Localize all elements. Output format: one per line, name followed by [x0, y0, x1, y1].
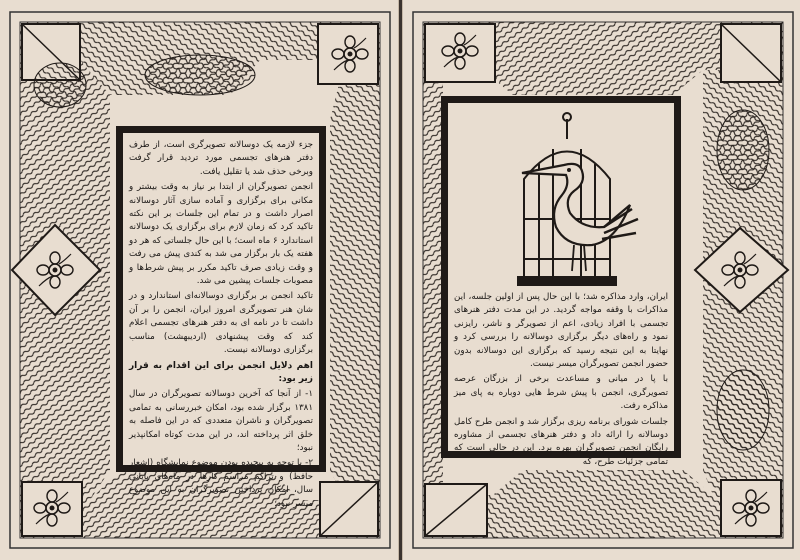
left-text-panel [116, 126, 326, 509]
left-paragraph-2: انجمن تصویرگران از ابتدا بر نیاز به وقت بیشتر و مکانی برای برگزاری و آماده سازی آثار دوسالانه اصرار داشت و در تمام این جلسات بر این نکته تاکید کرد که زمان لازم برای برگزاری یک دوسالانه استاندارد ۶ ماه است؛ با این حال جلساتی که هر دو هفته یک بار برگزار می شد به کندی پیش می رفت و وقت زیادی صرف تاکید مکرر بر پیش شرط‌ها و مصوبات جلسات پیشین می شد. [129, 182, 313, 287]
heron-in-birdcage-icon [454, 109, 680, 287]
left-text-block [129, 139, 313, 509]
left-paragraph-3: تاکید انجمن بر برگزاری دوسالانه‌ای استاندارد و در شان هنر تصویرگری امروز ایران، انجمن را بر آن داشت تا در نامه ای به دفتر هنرهای تجسمی اعلام کند که وقت پیشنهادی (اردیبهشت) مناسب برگزاری دوسالانه نیست. [129, 291, 313, 356]
right-text-panel [441, 96, 681, 467]
left-page [0, 0, 399, 560]
right-paragraph-3: جلسات شورای برنامه ریزی برگزار شد و انجمن طرح کامل دوسالانه را ارائه داد و دفتر هنرهای تجسمی از مشاوره رایگان انجمن تصویرگران بهره برد. این در حالی است که تمامی جزئیات طرح، که [454, 416, 668, 467]
left-section-heading: اهم دلایل انجمن برای این اقدام به قرار زیر بود: [129, 360, 313, 384]
right-panel-content [454, 109, 668, 467]
left-paragraph-1: جزء لازمه یک دوسالانه تصویرگری است، از طرف دفتر هنرهای تجسمی مورد تردید قرار گرفت وبرخی حذف شد یا تقلیل یافت. [129, 140, 313, 177]
right-text-block [454, 291, 668, 471]
left-list-item-1: ۱- از آنجا که آخرین دوسالانه تصویرگران در سال ۱۳۸۱ برگزار شده بود، امکان خبررسانی به تمامی تصویرگران و ناشران متعددی که در این فاصله به خلق اثر پرداخته اند، در این مدت کوتاه امکانپذیر نبود؛ [129, 389, 313, 453]
right-page [402, 0, 800, 560]
right-paragraph-1: ایران، وارد مذاکره شد؛ با این حال پس از اولین جلسه، این مذاکرات با وقفه مواجه گردید. در این مدت دفتر هنرهای تجسمی با افراد زیادی، اعم از تصویرگر و ناشر، رایزنی نمود و راه‌های دیگر برگزاری دوسالانه را بررسی کرد و نهایتا به این نتیجه رسید که برگزاری این دوسالانه بدون حضور انجمن تصویرگران میسر نیست. [454, 292, 668, 370]
right-paragraph-2: با پا در میانی و مساعدت برخی از بزرگان عرصه تصویرگری، انجمن با پیش شرط هایی دوباره به پای میز مذاکره رفت. [454, 374, 668, 412]
left-list-item-2: ۲- با توجه به پیچیده بودن موضوع نمایشگاه (اشعار حافظ) و تراکم مراسم کارها در ماه‌های پایانی سال، امکان پرداختن تصویرگران به این موضوع میسر نبود؛ [129, 458, 313, 509]
